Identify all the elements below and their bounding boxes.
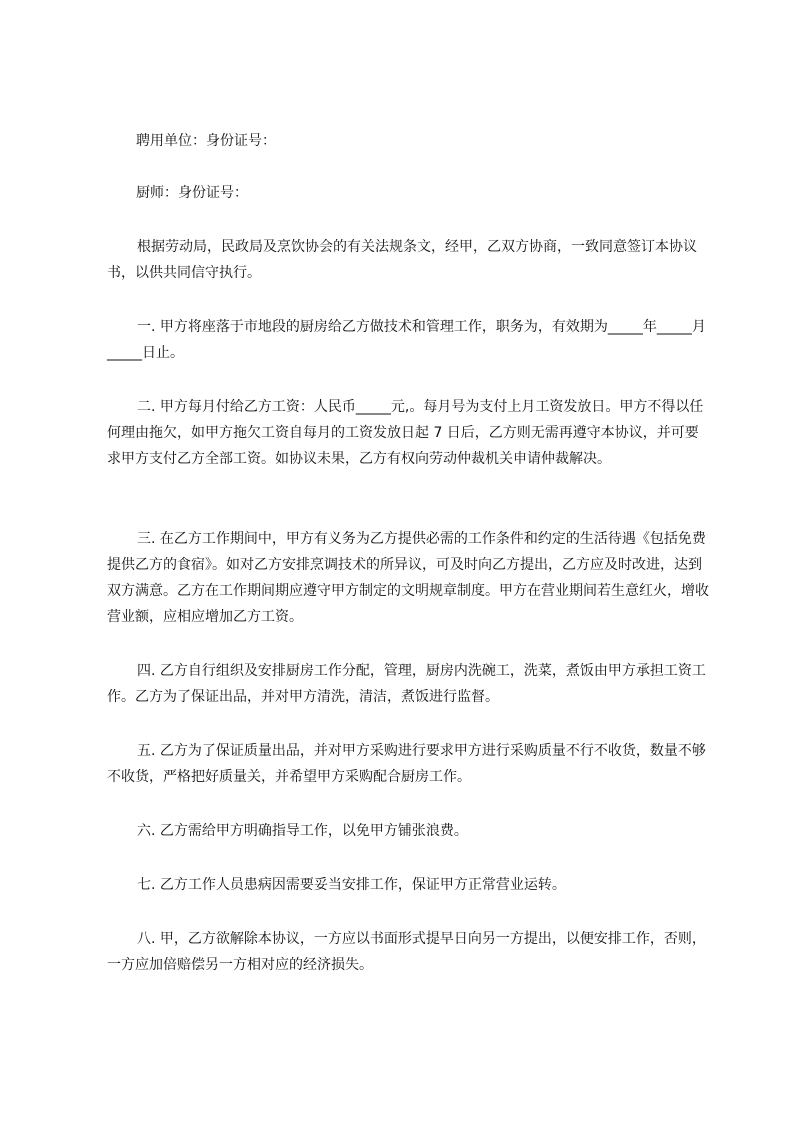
header-chef-id-line: 厨师：身份证号：	[136, 185, 248, 201]
paragraph-clause-2: 二. 甲方每月付给乙方工资：人民币_____元,。每月号为支付上月工资发放日。甲方不得以任何理由拖欠，如甲方拖欠工资自每月的工资发放日起 7 日后，乙方则无需再遵守本协议，并可要求甲方支付乙方全部工资。如协议未果，乙方有权向劳动仲裁机关申请仲裁解决。	[107, 399, 704, 467]
paragraph-clause-1: 一. 甲方将座落于市地段的厨房给乙方做技术和管理工作，职务为，有效期为_____年_____月_____日止。	[107, 319, 706, 361]
paragraph-clause-4: 四. 乙方自行组织及安排厨房工作分配，管理，厨房内洗碗工，洗菜，煮饭由甲方承担工资工作。乙方为了保证出品，并对甲方清洗，清洁，煮饭进行监督。	[107, 663, 706, 705]
paragraph-clause-7: 七. 乙方工作人员患病因需要妥当安排工作，保证甲方正常营业运转。	[137, 877, 566, 893]
header-employer-id-line: 聘用单位：身份证号：	[136, 133, 276, 149]
paragraph-preamble: 根据劳动局，民政局及烹饮协会的有关法规条文，经甲，乙双方协商，一致同意签订本协议书，以供共同信守执行。	[107, 239, 697, 281]
paragraph-clause-5: 五. 乙方为了保证质量出品，并对甲方采购进行要求甲方进行采购质量不行不收货，数量不够不收货，严格把好质量关，并希望甲方采购配合厨房工作。	[107, 743, 706, 785]
paragraph-clause-3: 三. 在乙方工作期间中，甲方有义务为乙方提供必需的工作条件和约定的生活待遇《包括免费提供乙方的食宿》。如对乙方安排烹调技术的所异议，可及时向乙方提出，乙方应及时改进，达到双方满意。乙方在工作期间期应遵守甲方制定的文明规章制度。甲方在营业期间若生意红火，增收营业额，应相应增加乙方工资。	[107, 531, 709, 625]
paragraph-clause-8: 八. 甲，乙方欲解除本协议，一方应以书面形式提早日向另一方提出，以便安排工作，否则，一方应加倍赔偿另一方相对应的经济损失。	[107, 931, 706, 973]
paragraph-clause-6: 六. 乙方需给甲方明确指导工作，以免甲方铺张浪费。	[137, 823, 468, 839]
